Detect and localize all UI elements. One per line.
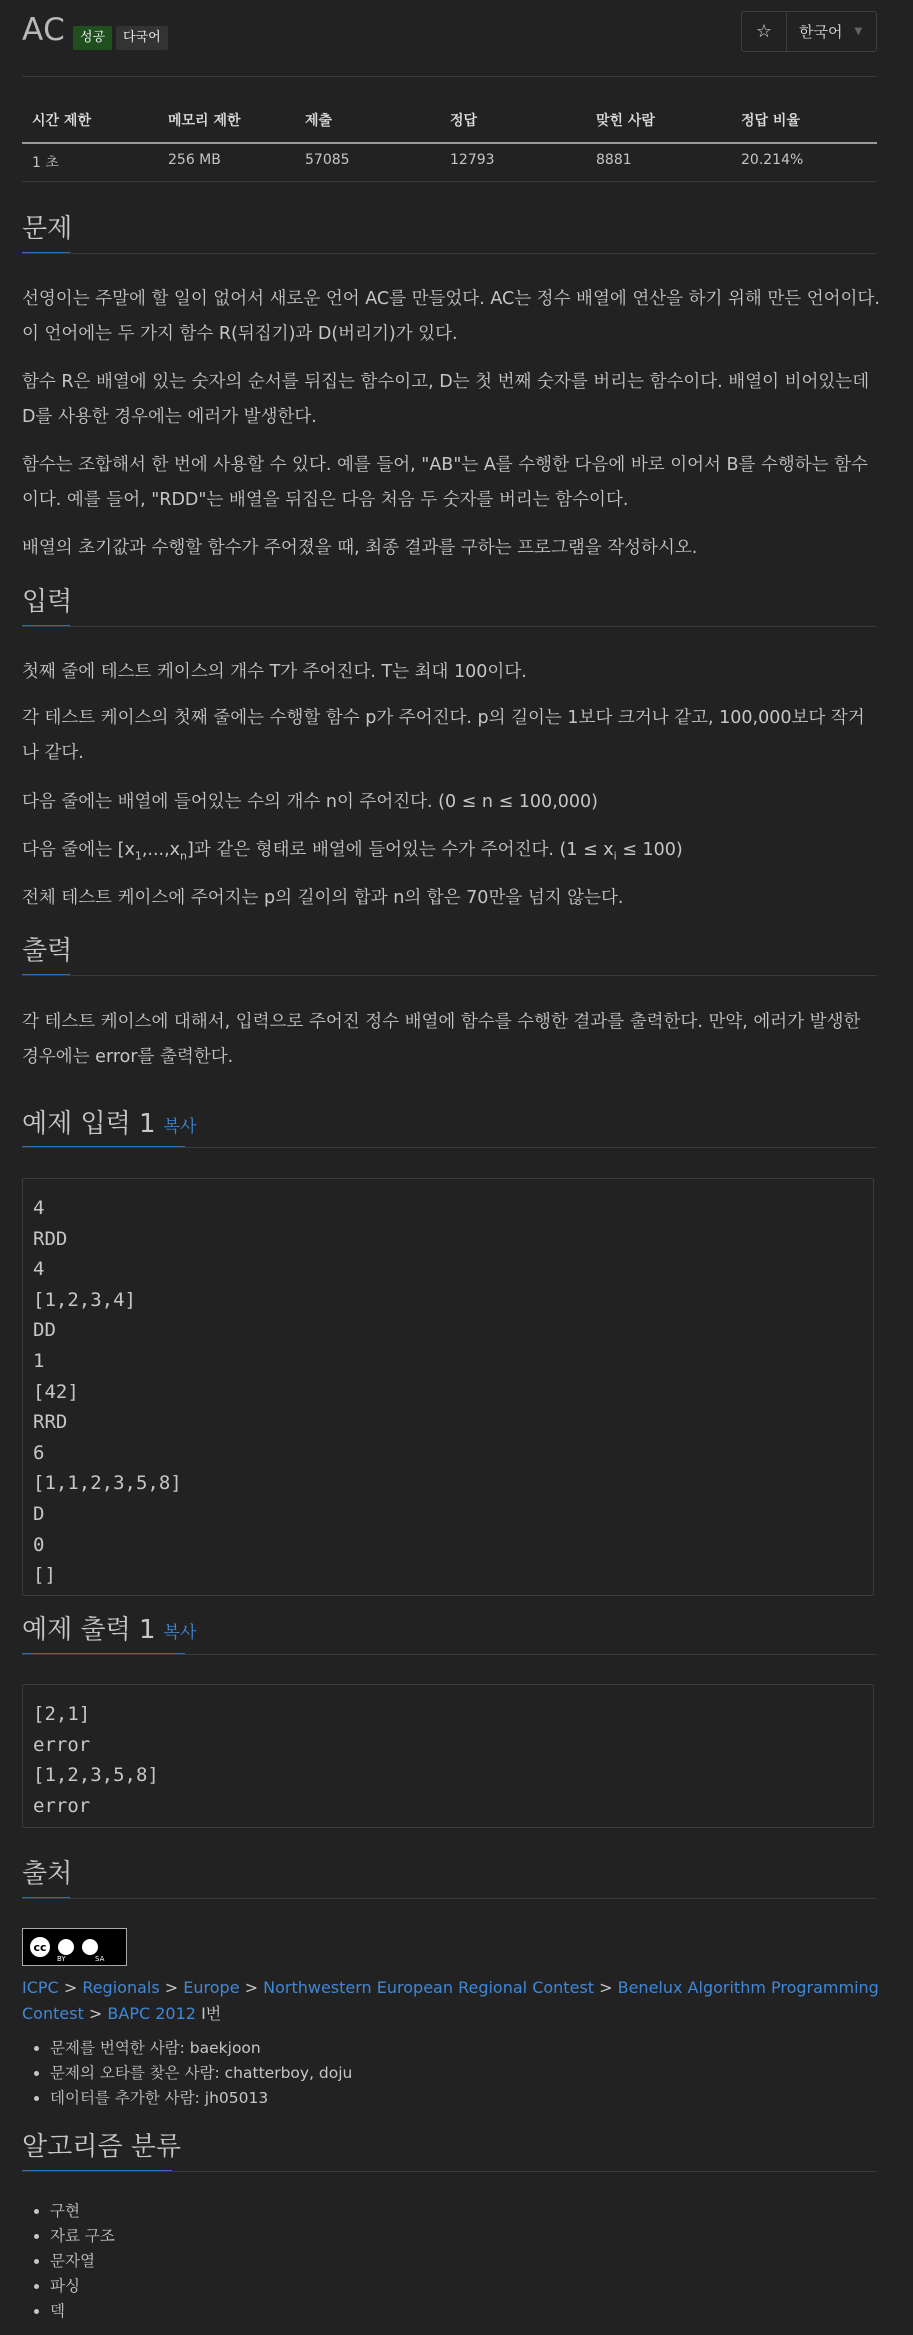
star-icon: ☆ <box>755 21 773 42</box>
sample-input-line: 1 <box>33 1349 45 1372</box>
stats-time: 1 초 <box>32 155 59 171</box>
algorithm-divider <box>22 2171 877 2172</box>
sample-input-line: 4 <box>33 1258 45 1281</box>
stats-header-line <box>22 142 877 144</box>
language-dropdown[interactable] <box>787 12 876 51</box>
algorithm-tag[interactable]: • 덱 <box>50 2299 115 2324</box>
source-problem-id: I번 <box>201 2004 222 2023</box>
header-actions <box>741 11 877 52</box>
input-paragraph-1: 첫째 줄에 테스트 케이스의 개수 T가 주어진다. T는 최대 100이다. <box>22 662 527 682</box>
sample-input-line: [1,2,3,4] <box>33 1288 136 1311</box>
credit-item: • 문제의 오타를 찾은 사람: chatterboy, doju <box>50 2061 352 2086</box>
input-paragraph-4: 다음 줄에는 $[x_1,...,x_n]$과 같은 형태로 배열에 들어있는 수가 주어진다. $(1 \le x_i \le 100)$ <box>22 840 683 863</box>
source-link-bapc-2012[interactable]: BAPC 2012 <box>107 2004 196 2023</box>
algorithm-tag[interactable]: • 문자열 <box>50 2249 115 2274</box>
stats-header-solvers: 맞힌 사람 <box>596 113 655 129</box>
star-button[interactable] <box>742 12 787 51</box>
language-label: 한국어 <box>799 23 843 41</box>
output-divider <box>22 975 877 976</box>
by-person-icon <box>56 1937 76 1957</box>
sample-output-box[interactable] <box>22 1684 874 1828</box>
copy-sample-input-button[interactable]: 복사 <box>163 1117 197 1137</box>
output-heading: 출력 <box>22 936 73 966</box>
stats-accepted: 12793 <box>450 152 495 168</box>
stats-header-submit: 제출 <box>305 113 333 129</box>
stats-header-accepted: 정답 <box>450 113 478 129</box>
input-paragraph-5: 전체 테스트 케이스에 주어지는 p의 길이의 합과 n의 합은 70만을 넘지 않는다. <box>22 888 624 908</box>
header-divider <box>22 76 877 77</box>
credit-item: • 데이터를 추가한 사람: jh05013 <box>50 2086 352 2111</box>
sample-input-box[interactable] <box>22 1178 874 1596</box>
stats-memory: 256 MB <box>168 152 221 168</box>
algorithm-tag[interactable]: • 파싱 <box>50 2274 115 2299</box>
sample-output-line: [1,2,3,5,8] <box>33 1764 159 1787</box>
stats-row-line <box>22 181 877 182</box>
sample-output-line: error <box>33 1794 91 1817</box>
sample-input-line: [42] <box>33 1380 79 1403</box>
stats-header-ratio: 정답 비율 <box>741 113 800 129</box>
credit-item: • 문제를 번역한 사람: baekjoon <box>50 2036 352 2061</box>
copy-sample-output-button[interactable]: 복사 <box>163 1623 197 1643</box>
sample-input-line: D <box>33 1502 45 1525</box>
algorithm-tag-list <box>30 2199 115 2324</box>
breadcrumb-separator: > <box>164 1978 179 1997</box>
problem-heading: 문제 <box>22 214 73 244</box>
source-link-regionals[interactable]: Regionals <box>82 1978 160 1997</box>
source-heading: 출처 <box>22 1859 73 1889</box>
status-badge-success: 성공 <box>73 26 112 50</box>
source-credits-list <box>30 2036 352 2111</box>
breadcrumb-separator: > <box>599 1978 613 1997</box>
algorithm-tag[interactable]: • 구현 <box>50 2199 115 2224</box>
output-paragraph-1: 각 테스트 케이스에 대해서, 입력으로 주어진 정수 배열에 함수를 수행한 결과를 출력한다. 만약, 에러가 발생한 경우에는 error를 출력한다. <box>22 1012 861 1067</box>
sample-output-heading: 예제 출력 1 복사 <box>22 1615 197 1645</box>
problem-paragraph-3: 함수는 조합해서 한 번에 사용할 수 있다. 예를 들어, "AB"는 A를 수행한 다음에 바로 이어서 B를 수행하는 함수이다. 예를 들어, "RDD"는 배열을 뒤집은 다음 처음 두 숫자를 버리는 함수이다. <box>22 455 868 510</box>
stats-submit: 57085 <box>305 152 350 168</box>
input-divider <box>22 626 877 627</box>
sample-input-line: RRD <box>33 1411 68 1434</box>
source-link-icpc[interactable]: ICPC <box>22 1978 59 1997</box>
source-link-europe[interactable]: Europe <box>183 1978 240 1997</box>
sample-input-line: RDD <box>33 1227 68 1250</box>
sample-input-divider <box>22 1147 877 1148</box>
license-sa-label: SA <box>95 1955 105 1963</box>
problem-title: AC <box>22 12 66 48</box>
sample-output-line: error <box>33 1733 91 1756</box>
breadcrumb-separator: > <box>244 1978 259 1997</box>
cc-logo-icon: cc <box>28 1935 52 1959</box>
input-heading: 입력 <box>22 587 73 617</box>
source-link-bapc[interactable]: Benelux Algorithm Programming Contest <box>22 1978 879 2023</box>
problem-divider <box>22 253 877 254</box>
stats-header-memory: 메모리 제한 <box>168 113 241 129</box>
license-by-label: BY <box>57 1955 66 1963</box>
multilang-badge: 다국어 <box>116 26 168 50</box>
input-paragraph-3: 다음 줄에는 배열에 들어있는 수의 개수 n이 주어진다. (0 ≤ n ≤ 100,000) <box>22 792 598 812</box>
breadcrumb-separator: > <box>88 2004 103 2023</box>
sample-input-line: [] <box>33 1564 56 1587</box>
sample-output-line: [2,1] <box>33 1703 91 1725</box>
chevron-down-icon: ▼ <box>854 26 863 37</box>
sample-input-line: DD <box>33 1319 56 1342</box>
algorithm-heading: 알고리즘 분류 <box>22 2132 181 2162</box>
problem-paragraph-2: 함수 R은 배열에 있는 숫자의 순서를 뒤집는 함수이고, D는 첫 번째 숫자를 버리는 함수이다. 배열이 비어있는데 D를 사용한 경우에는 에러가 발생한다. <box>22 372 870 427</box>
cc-license-badge[interactable] <box>22 1928 127 1966</box>
input-paragraph-2: 각 테스트 케이스의 첫째 줄에는 수행할 함수 p가 주어진다. p의 길이는 1보다 크거나 같고, 100,000보다 작거나 같다. <box>22 708 865 763</box>
sample-input-line: 6 <box>33 1441 45 1464</box>
breadcrumb-separator: > <box>63 1978 78 1997</box>
sample-input-line: 0 <box>33 1533 45 1556</box>
sample-output-divider <box>22 1654 877 1655</box>
source-link-nwerc[interactable]: Northwestern European Regional Contest <box>263 1978 595 1997</box>
share-alike-icon <box>80 1937 100 1957</box>
algorithm-tag[interactable]: • 자료 구조 <box>50 2224 115 2249</box>
sample-input-heading: 예제 입력 1 복사 <box>22 1109 197 1139</box>
problem-paragraph-1: 선영이는 주말에 할 일이 없어서 새로운 언어 AC를 만들었다. AC는 정수 배열에 연산을 하기 위해 만든 언어이다. 이 언어에는 두 가지 함수 R(뒤집기)과 D(버리기)가 있다. <box>22 289 880 344</box>
problem-paragraph-4: 배열의 초기값과 수행할 함수가 주어졌을 때, 최종 결과를 구하는 프로그램을 작성하시오. <box>22 538 698 558</box>
stats-ratio: 20.214% <box>741 152 804 168</box>
source-divider <box>22 1898 877 1899</box>
sample-input-line: 4 <box>33 1197 45 1219</box>
sample-input-line: [1,1,2,3,5,8] <box>33 1472 182 1495</box>
stats-header-time: 시간 제한 <box>32 113 91 129</box>
stats-solvers: 8881 <box>596 152 632 168</box>
source-breadcrumb <box>22 1975 882 2027</box>
